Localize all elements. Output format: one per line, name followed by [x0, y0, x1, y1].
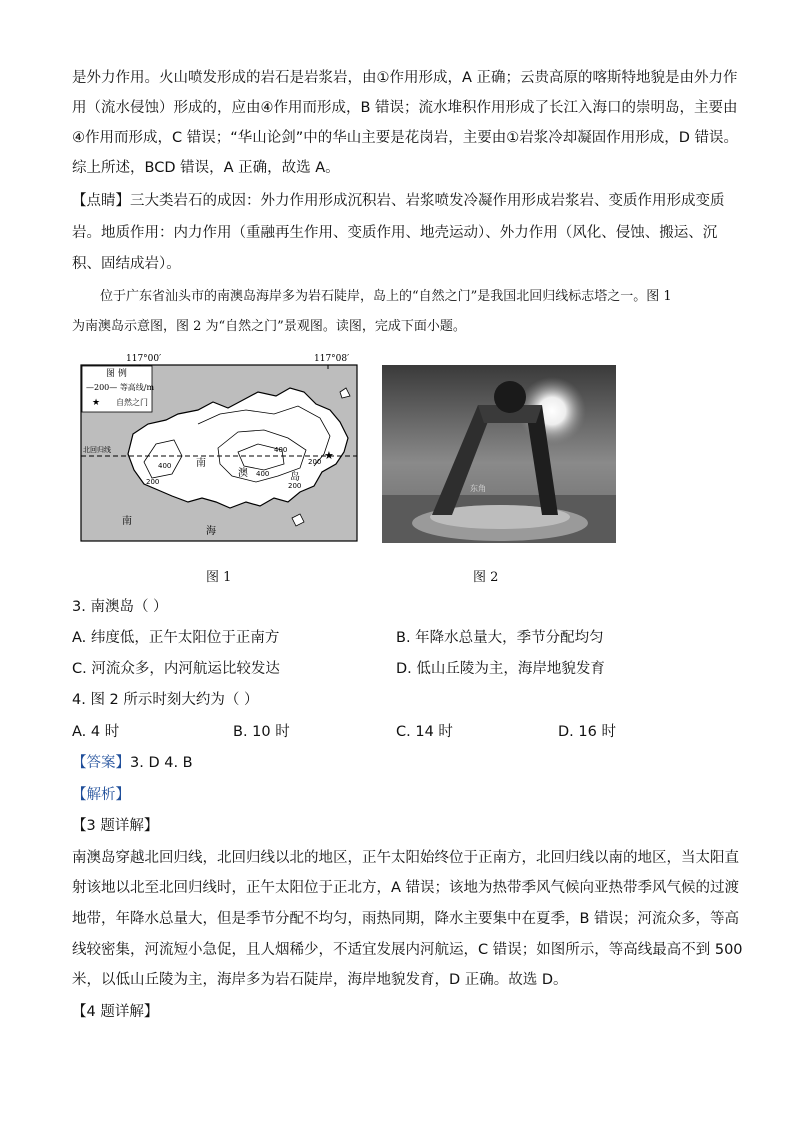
longitude-label-right: 117°08′ [314, 354, 350, 364]
contour-value: 200 [146, 478, 160, 486]
text-line: ④作用而形成，C 错误；“华山论剑”中的华山主要是花岗岩，主要由①岩浆冷却凝固作用形成，D 错误。 [72, 130, 739, 146]
answer-label: 【答案】 [72, 755, 130, 771]
star-icon: ★ [92, 398, 101, 408]
q4-option-a: A. 4 时 [72, 724, 120, 740]
text-line: 地带，年降水总量大，但是季节分配不均匀，雨热同期，降水主要集中在夏季，B 错误；河流众多，等高 [72, 911, 740, 927]
sea-label: 南 [122, 516, 132, 527]
text-line: 米，以低山丘陵为主，海岸多为岩石陡岸，海岸地貌发育，D 正确。故选 D。 [72, 972, 568, 988]
contour-value: 200 [288, 482, 302, 490]
contour-value: 200 [308, 458, 322, 466]
q3-option-b: B. 年降水总量大，季节分配均匀 [396, 630, 604, 646]
contour-value: 400 [274, 446, 288, 454]
text-line: 岩。地质作用：内力作用（重融再生作用、变质作用、地壳运动）、外力作用（风化、侵蚀、搬运、沉 [72, 225, 718, 241]
text-line: 是外力作用。火山喷发形成的岩石是岩浆岩，由①作用形成，A 正确；云贵高原的喀斯特地貌是由外力作 [72, 70, 738, 86]
q4-detail-head: 【4 题详解】 [72, 1004, 159, 1020]
contour-value: 400 [256, 470, 270, 478]
q4-option-d: D. 16 时 [558, 724, 616, 740]
star-icon: ★ [324, 449, 334, 462]
figure1-caption: 图 1 [206, 570, 232, 585]
q3-option-d: D. 低山丘陵为主，海岸地貌发育 [396, 661, 605, 677]
contour-value: 400 [158, 462, 172, 470]
tropic-label: 北回归线 [83, 446, 111, 454]
island-label: 澳 [238, 468, 248, 479]
answer-text: 3. D 4. B [130, 755, 193, 771]
photo-label: 东角 [470, 484, 486, 493]
tip-line: 【点睛】三大类岩石的成因：外力作用形成沉积岩、岩浆喷发冷凝作用形成岩浆岩、变质作用形成变质 [72, 193, 725, 209]
figure1-map [78, 352, 360, 544]
monument-globe [494, 381, 526, 413]
legend-title: 图 例 [106, 369, 127, 379]
legend-star-label: 自然之门 [116, 398, 148, 407]
question-4-stem: 4. 图 2 所示时刻大约为（ ） [72, 692, 259, 708]
text-line: 射该地以北至北回归线时，正午太阳位于正北方，A 错误；该地为热带季风气候向亚热带季风气候的过渡 [72, 880, 740, 896]
question-3-stem: 3. 南澳岛（ ） [72, 599, 168, 615]
answer-line [72, 753, 193, 773]
material-line: 为南澳岛示意图，图 2 为“自然之门”景观图。读图，完成下面小题。 [72, 319, 466, 334]
material-line: 位于广东省汕头市的南澳岛海岸多为岩石陡岸，岛上的“自然之门”是我国北回归线标志塔之一。图 1 [100, 289, 672, 304]
text-line: 用（流水侵蚀）形成的，应由④作用而形成，B 错误；流水堆积作用形成了长江入海口的崇明岛，主要由 [72, 100, 738, 116]
q4-option-c: C. 14 时 [396, 724, 453, 740]
island-label: 岛 [290, 472, 300, 483]
island-label: 南 [196, 458, 206, 469]
analysis-label: 【解析】 [72, 787, 130, 803]
text-line: 南澳岛穿越北回归线，北回归线以北的地区，正午太阳始终位于正南方，北回归线以南的地区，当太阳直 [72, 850, 739, 866]
text-line: 综上所述，BCD 错误，A 正确，故选 A。 [72, 160, 340, 176]
text-line: 积、固结成岩）。 [72, 256, 181, 272]
sea-label: 海 [206, 526, 216, 537]
longitude-label-left: 117°00′ [126, 354, 162, 364]
text-line: 线较密集，河流短小急促，且人烟稀少，不适宜发展内河航运，C 错误；如图所示，等高线最高不到 500 [72, 942, 743, 958]
q3-option-a: A. 纬度低，正午太阳位于正南方 [72, 630, 280, 646]
figure2-photo [382, 365, 616, 543]
q4-option-b: B. 10 时 [233, 724, 290, 740]
legend-contour: —200— 等高线/m [86, 383, 155, 392]
figure2-caption: 图 2 [473, 570, 499, 585]
q3-detail-head: 【3 题详解】 [72, 818, 159, 834]
q3-option-c: C. 河流众多，内河航运比较发达 [72, 661, 280, 677]
